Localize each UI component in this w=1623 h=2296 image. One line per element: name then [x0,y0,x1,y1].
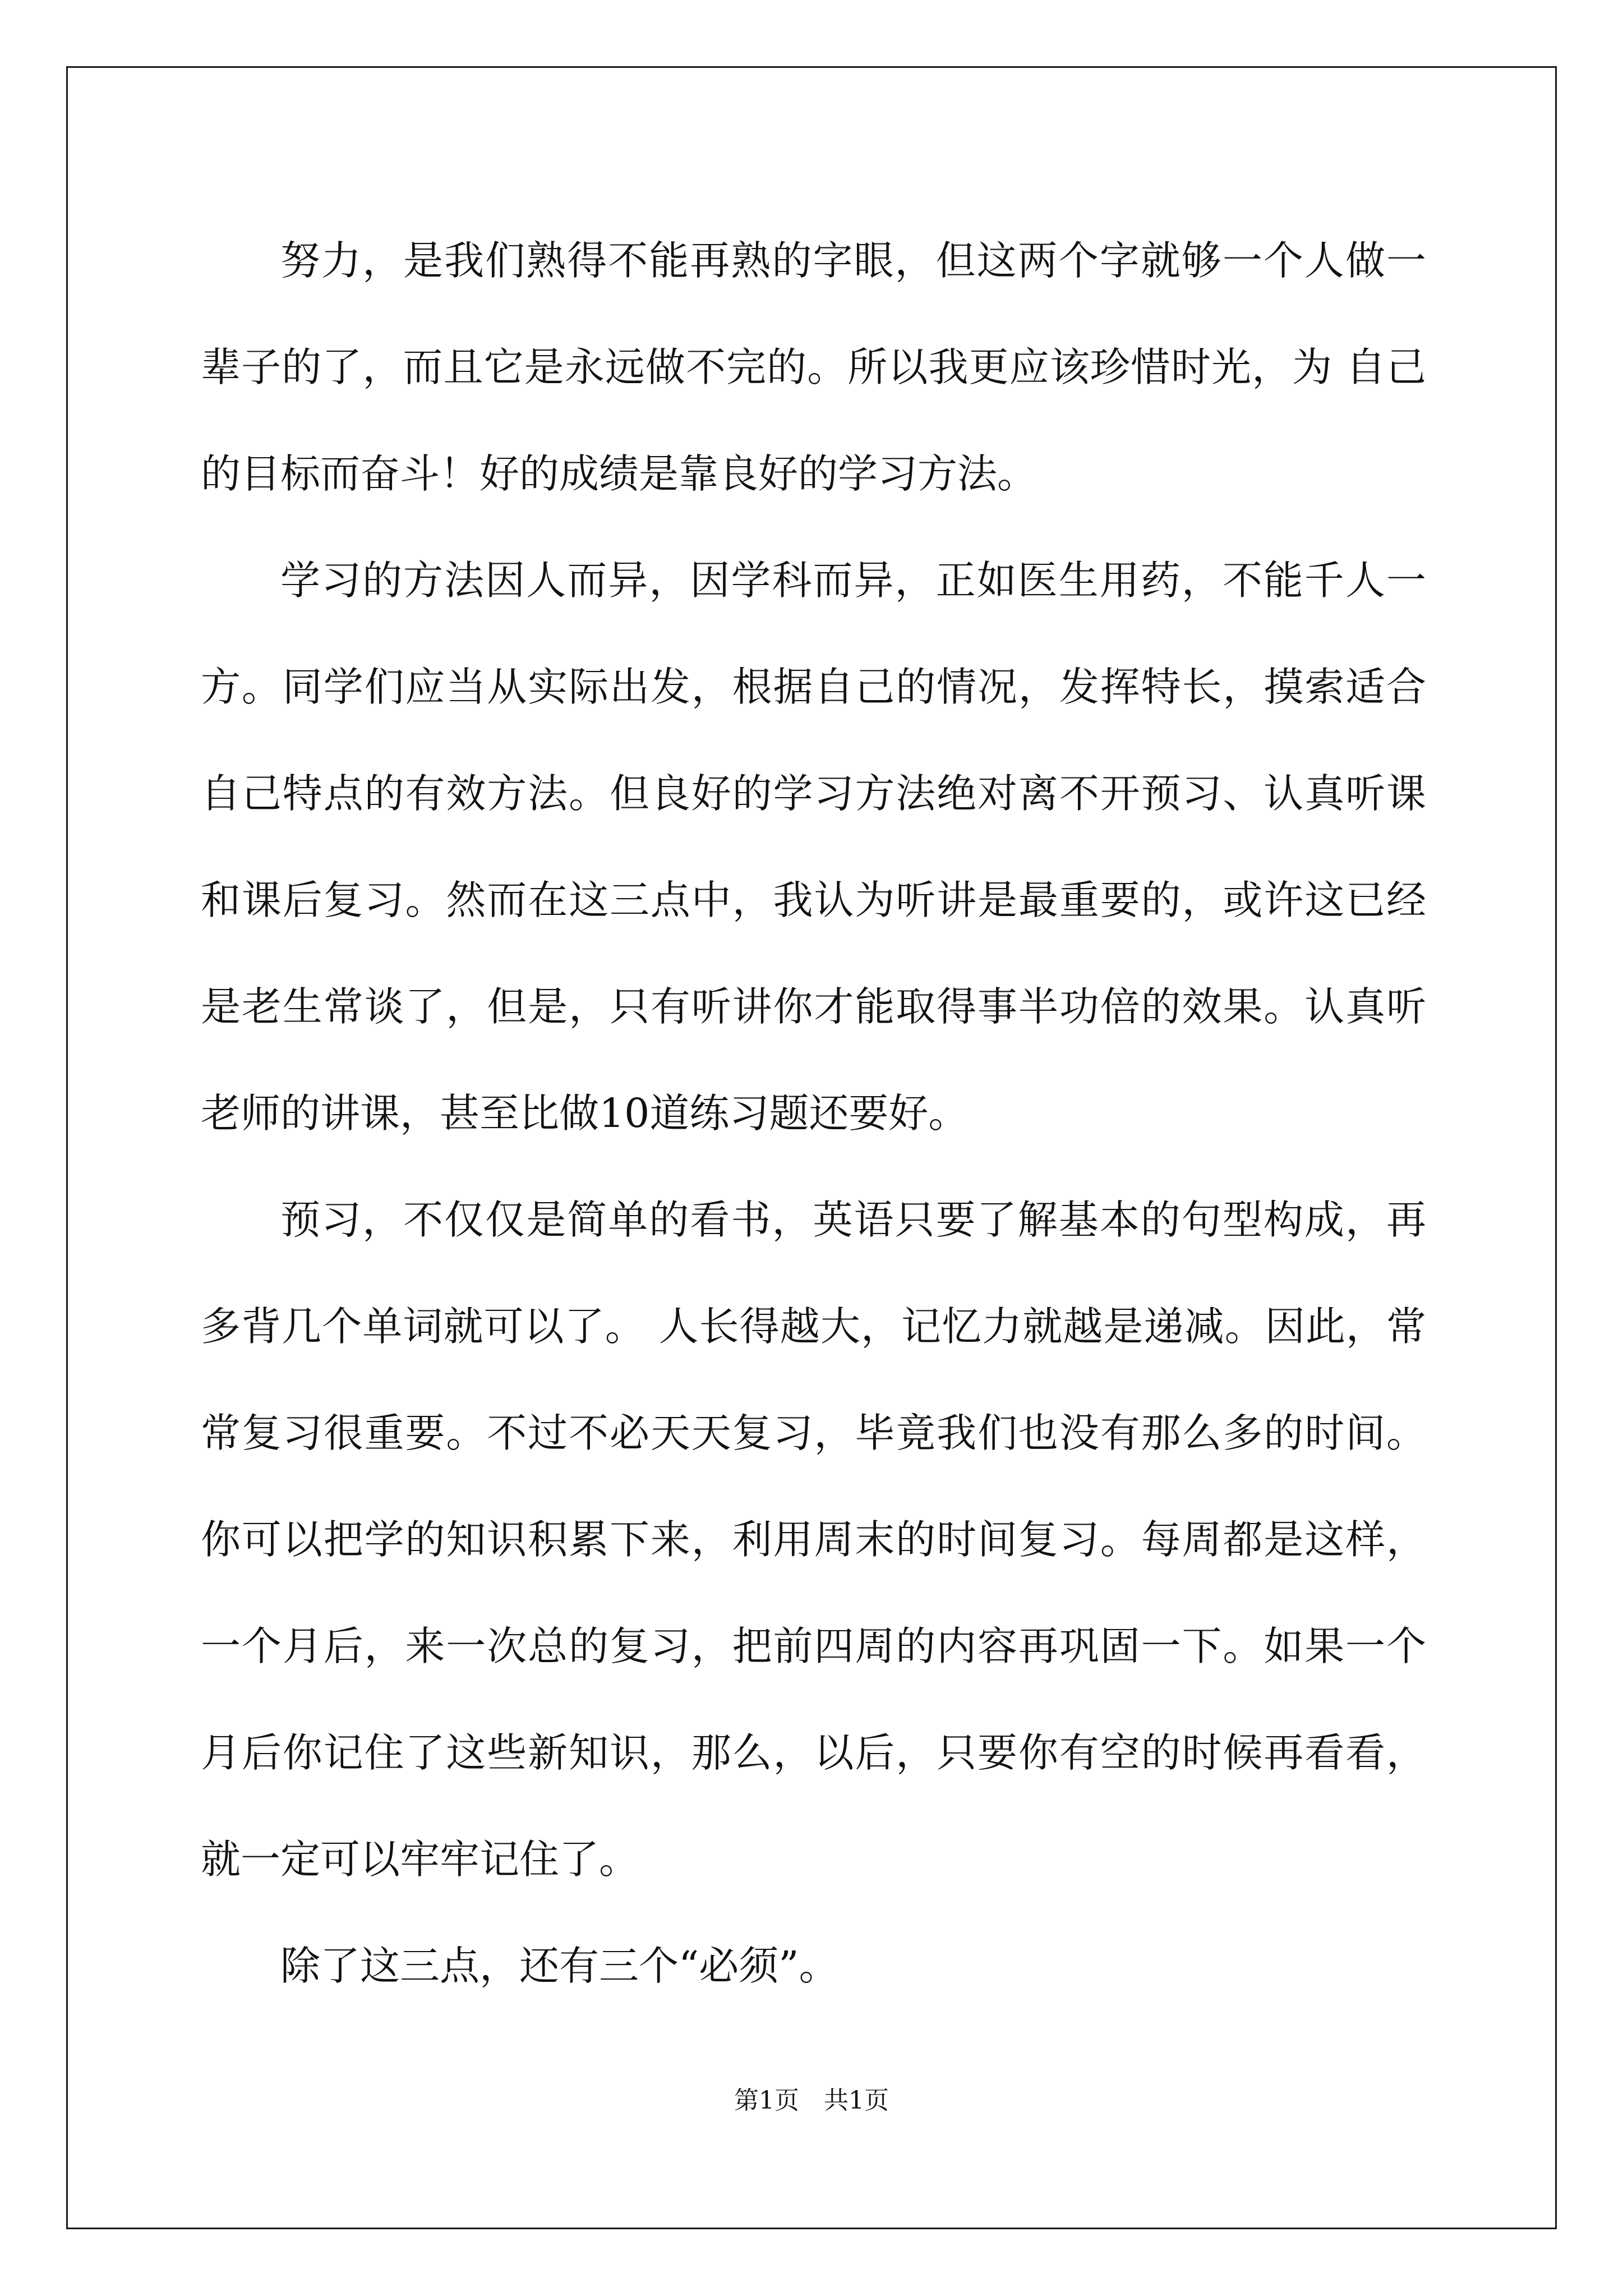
paragraph-1-line-3: 的目标而奋斗！好的成绩是靠良好的学习方法。 [201,450,1038,497]
paragraph-3-line-2: 多背几个单词就可以了。 人长得越大，记忆力就越是递减。因此，常 [201,1303,1426,1350]
document-body [201,208,1426,2019]
paragraph-3-line-3: 常复习很重要。不过不必天天复习，毕竟我们也没有那么多的时间。 [201,1410,1426,1456]
paragraph-2-line-6: 老师的讲课，甚至比做10道练习题还要好。 [201,1090,969,1137]
paragraph-3-line-5: 一个月后，来一次总的复习，把前四周的内容再巩固一下。如果一个 [201,1623,1426,1669]
paragraph-2-line-3: 自己特点的有效方法。但良好的学习方法绝对离不开预习、认真听课 [201,770,1426,817]
paragraph-2-line-2: 方。同学们应当从实际出发，根据自己的情况，发挥特长，摸索适合 [201,664,1426,710]
paragraph-3-line-4: 你可以把学的知识积累下来，利用周末的时间复习。每周都是这样， [201,1516,1426,1563]
paragraph-4-line-1: 除了这三点，还有三个“必须”。 [280,1943,839,1989]
paragraph-1-line-1: 努力，是我们熟得不能再熟的字眼，但这两个字就够一个人做一 [280,237,1426,284]
paragraph-2-line-4: 和课后复习。然而在这三点中，我认为听讲是最重要的，或许这已经 [201,877,1426,923]
paragraph-2-line-1: 学习的方法因人而异，因学科而异，正如医生用药，不能千人一 [280,557,1426,604]
paragraph-3-line-7: 就一定可以牢牢记住了。 [201,1836,639,1883]
paragraph-2-line-5: 是老生常谈了，但是，只有听讲你才能取得事半功倍的效果。认真听 [201,983,1426,1030]
paragraph-3-line-6: 月后你记住了这些新知识，那么，以后，只要你有空的时候再看看， [201,1729,1426,1776]
paragraph-1-line-2: 辈子的了，而且它是永远做不完的。所以我更应该珍惜时光，为 自己 [201,344,1426,390]
paragraph-3-line-1: 预习，不仅仅是简单的看书，英语只要了解基本的句型构成，再 [280,1197,1426,1243]
page-footer [0,2084,1623,2118]
page-number-label: 第1页 共1页 [734,2086,889,2115]
